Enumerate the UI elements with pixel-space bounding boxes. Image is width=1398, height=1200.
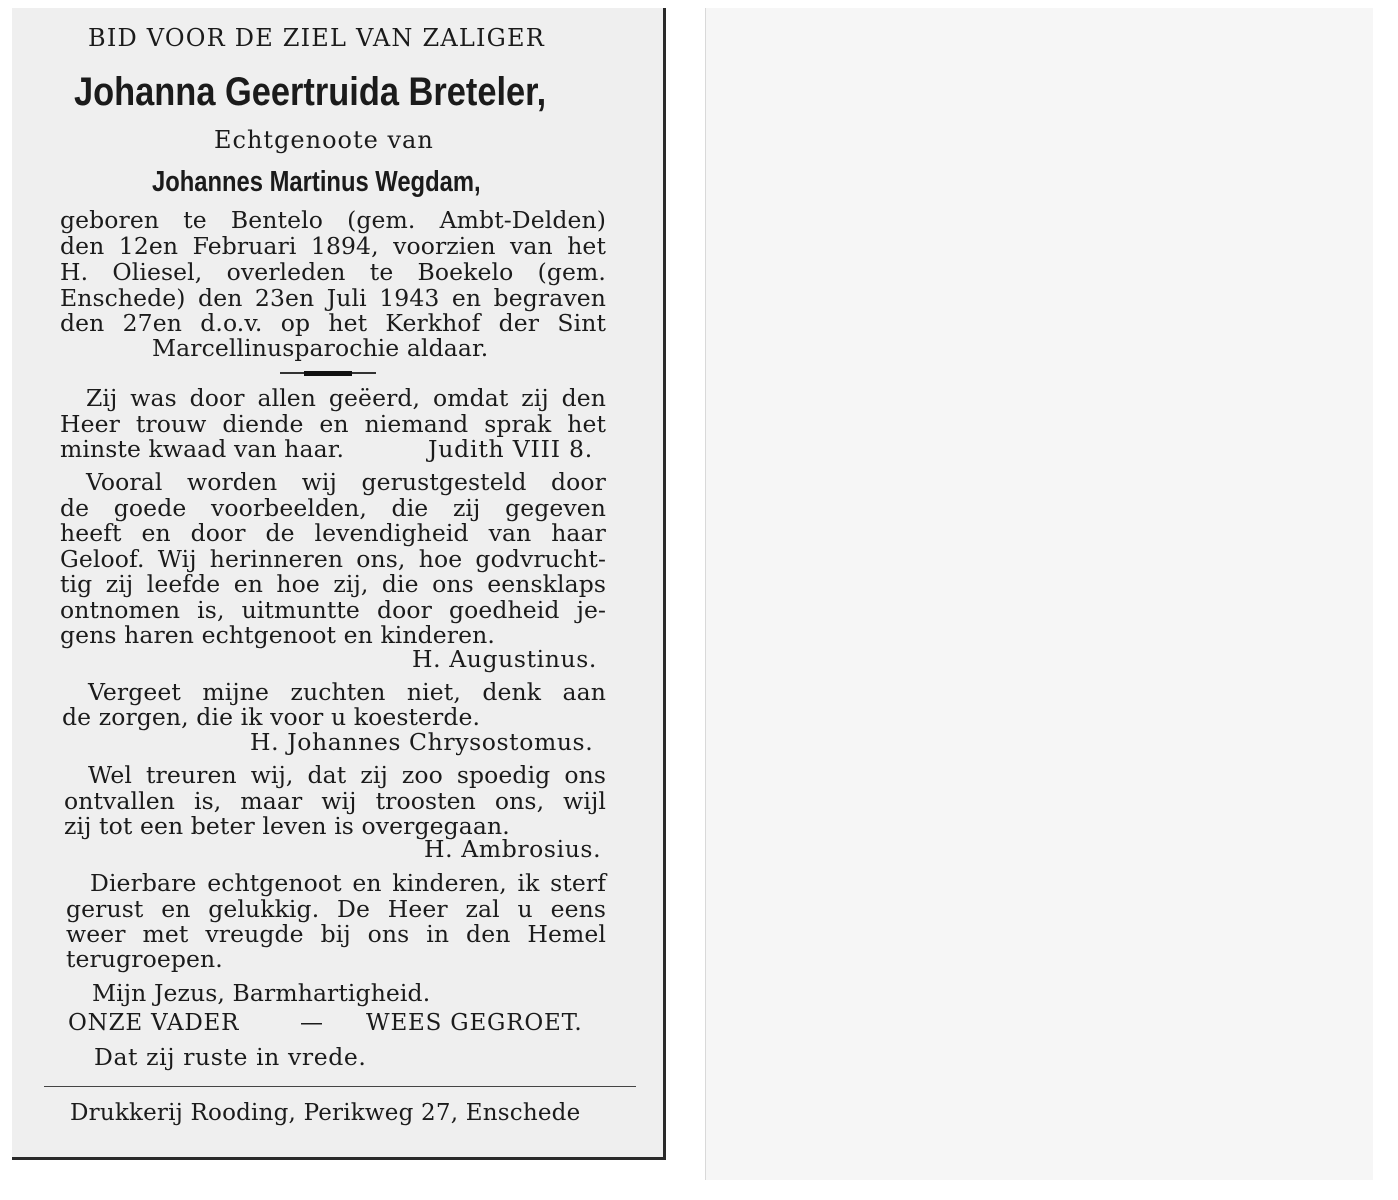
quote-source: H. Johannes Chrysostomus. xyxy=(250,728,594,756)
footer-rule xyxy=(44,1086,636,1087)
spouse-intro: Echtgenoote van xyxy=(214,126,434,154)
bio-line: Marcellinusparochie aldaar. xyxy=(152,334,489,362)
quote-line: Geloof. Wij herinneren ons, hoe godvrucht- xyxy=(60,545,606,573)
quote-line: minste kwaad van haar. xyxy=(60,435,345,463)
bio-line: den 12en Februari 1894, voorzien van het xyxy=(60,232,606,260)
quote-line: de goede voorbeelden, die zij gegeven xyxy=(60,494,606,522)
bio-line: H. Oliesel, overleden te Boekelo (gem. xyxy=(60,258,606,286)
quote-source: H. Augustinus. xyxy=(412,645,597,673)
quote-line: weer met vreugde bij ons in den Hemel xyxy=(66,920,606,948)
quote-source: H. Ambrosius. xyxy=(424,835,602,863)
quote-line: gens haren echtgenoot en kinderen. xyxy=(60,621,495,649)
quote-line: zij tot een beter leven is overgegaan. xyxy=(64,812,510,840)
quote-line: Dierbare echtgenoot en kinderen, ik sterf xyxy=(90,869,606,897)
quote-line: Vergeet mijne zuchten niet, denk aan xyxy=(88,678,606,706)
prayer-wees-gegroet: WEES GEGROET. xyxy=(366,1010,583,1036)
bio-line: den 27en d.o.v. op het Kerkhof der Sint xyxy=(60,309,606,337)
quote-line: heeft en door de levendigheid van haar xyxy=(60,519,606,547)
quote-line: tig zij leefde en hoe zij, die ons eensklaps xyxy=(60,570,606,598)
quote-source: Judith VIII 8. xyxy=(428,435,594,463)
printer-credit: Drukkerij Rooding, Perikweg 27, Enschede xyxy=(70,1100,581,1126)
prayer-line: Mijn Jezus, Barmhartigheid. xyxy=(92,979,431,1007)
bio-line: Enschede) den 23en Juli 1943 en begraven xyxy=(60,284,606,312)
quote-line: Heer trouw diende en niemand sprak het xyxy=(60,410,606,438)
quote-line: ontvallen is, maar wij troosten ons, wijl xyxy=(64,787,606,815)
bio-line: geboren te Bentelo (gem. Ambt-Delden) xyxy=(60,206,606,234)
quote-line: Wel treuren wij, dat zij zoo spoedig ons xyxy=(88,761,606,789)
quote-line: gerust en gelukkig. De Heer zal u eens xyxy=(66,895,606,923)
quote-line: terugroepen. xyxy=(66,945,223,973)
prayer-onze-vader: ONZE VADER xyxy=(68,1010,240,1036)
memorial-card-back xyxy=(705,8,1373,1180)
rest-in-peace: Dat zij ruste in vrede. xyxy=(94,1043,367,1071)
quote-line: Zij was door allen geëerd, omdat zij den xyxy=(86,384,606,412)
deceased-name: Johanna Geertruida Breteler, xyxy=(74,70,547,114)
quote-line: de zorgen, die ik voor u koesterde. xyxy=(62,703,481,731)
card-header: BID VOOR DE ZIEL VAN ZALIGER xyxy=(88,24,546,52)
ornamental-divider-bar xyxy=(304,371,352,376)
spouse-name: Johannes Martinus Wegdam, xyxy=(152,166,481,198)
quote-line: ontnomen is, uitmuntte door goedheid je- xyxy=(60,596,606,624)
prayer-dash: — xyxy=(300,1010,324,1036)
quote-line: Vooral worden wij gerustgesteld door xyxy=(86,468,606,496)
